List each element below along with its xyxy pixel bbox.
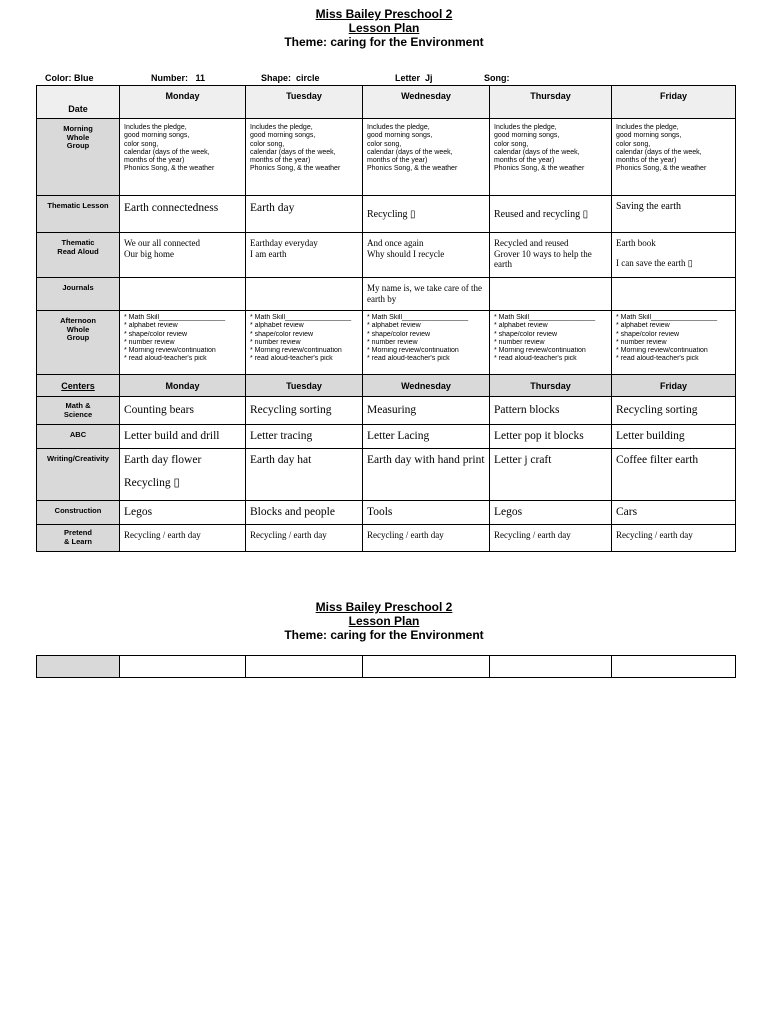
- day-header: Thursday: [490, 375, 612, 397]
- afternoon-line: * shape/color review: [124, 330, 188, 338]
- afternoon-line: * read aloud-teacher's pick: [494, 355, 577, 363]
- thematic-lesson-row: [37, 196, 736, 233]
- day-header: Wednesday: [363, 86, 490, 119]
- afternoon-line: * Morning review/continuation: [494, 347, 586, 355]
- read-aloud-cell: [120, 233, 246, 278]
- page2-cell: [612, 656, 736, 678]
- row-label-thematic-lesson: Thematic Lesson: [37, 196, 120, 233]
- center-cell: Letter j craft: [490, 449, 612, 501]
- day-header: Tuesday: [246, 86, 363, 119]
- date-row: [37, 86, 736, 119]
- afternoon-line: * number review: [616, 338, 667, 346]
- morning-cell: Includes the pledge, good morning songs, color song, calendar (days of the week, months of the year) Phonics Song, & the weather: [612, 119, 736, 196]
- center-cell: Letter building: [612, 425, 736, 449]
- day-header: Monday: [120, 86, 246, 119]
- center-cell: Legos: [120, 501, 246, 525]
- journals-cell: My name is, we take care of the earth by: [363, 278, 490, 311]
- plan-title: Lesson Plan: [348, 21, 420, 35]
- center-row-math-science: [37, 397, 736, 425]
- thematic-lesson-cell: Earth day: [246, 196, 363, 233]
- row-label-morning: Morning Whole Group: [37, 119, 120, 196]
- read-aloud-cell: [612, 233, 736, 278]
- center-cell: Legos: [490, 501, 612, 525]
- center-cell-line: Earth day flower: [124, 454, 202, 466]
- day-header: Monday: [120, 375, 246, 397]
- theme-title: Theme: caring for the Environment: [284, 628, 484, 642]
- journals-cell: [246, 278, 363, 311]
- page2-cell: [490, 656, 612, 678]
- page2-header: [0, 600, 768, 642]
- morning-cell: Includes the pledge, good morning songs, color song, calendar (days of the week, months of the year) Phonics Song, & the weather: [490, 119, 612, 196]
- afternoon-row: [37, 311, 736, 375]
- center-cell: Pattern blocks: [490, 397, 612, 425]
- center-row-construction: [37, 501, 736, 525]
- afternoon-line: * shape/color review: [250, 330, 314, 338]
- morning-row: [37, 119, 736, 196]
- afternoon-line: * shape/color review: [494, 330, 558, 338]
- read-aloud-line: Grover 10 ways to help the earth: [494, 248, 592, 269]
- theme-title: Theme: caring for the Environment: [284, 35, 484, 49]
- read-aloud-line: Why should I recycle: [367, 248, 445, 259]
- center-cell: Letter tracing: [246, 425, 363, 449]
- afternoon-cell: [363, 311, 490, 375]
- center-cell: Recycling sorting: [246, 397, 363, 425]
- journals-cell: [612, 278, 736, 311]
- read-aloud-row: [37, 233, 736, 278]
- thematic-lesson-cell: Reused and recycling ▯: [490, 196, 612, 233]
- afternoon-line: * Math Skill_________________: [124, 314, 226, 321]
- center-cell: Blocks and people: [246, 501, 363, 525]
- center-cell: Letter pop it blocks: [490, 425, 612, 449]
- centers-header-row: [37, 375, 736, 397]
- read-aloud-line: I can save the earth ▯: [616, 257, 693, 268]
- afternoon-line: * Morning review/continuation: [124, 347, 216, 355]
- center-cell: Recycling / earth day: [246, 525, 363, 552]
- afternoon-line: * read aloud-teacher's pick: [250, 355, 333, 363]
- lesson-plan-table: [36, 85, 736, 552]
- center-cell: Recycling sorting: [612, 397, 736, 425]
- afternoon-line: * Math Skill_________________: [616, 314, 718, 321]
- center-cell: Recycling / earth day: [612, 525, 736, 552]
- afternoon-line: * number review: [367, 338, 418, 346]
- read-aloud-line: Earth book: [616, 238, 656, 248]
- center-cell-line: Recycling ▯: [124, 477, 180, 489]
- center-cell: Counting bears: [120, 397, 246, 425]
- center-cell: Earth day with hand print: [363, 449, 490, 501]
- journals-cell: [490, 278, 612, 311]
- day-header: Wednesday: [363, 375, 490, 397]
- page-header: [0, 7, 768, 49]
- afternoon-line: * number review: [124, 338, 175, 346]
- plan-title: Lesson Plan: [348, 614, 420, 628]
- read-aloud-cell: [246, 233, 363, 278]
- page2-table: [36, 655, 736, 678]
- afternoon-cell: [490, 311, 612, 375]
- afternoon-line: * alphabet review: [494, 322, 548, 330]
- page2-cell: [363, 656, 490, 678]
- center-cell: Letter build and drill: [120, 425, 246, 449]
- school-name: Miss Bailey Preschool 2: [315, 7, 453, 21]
- read-aloud-line: And once again: [367, 238, 424, 248]
- afternoon-line: * Morning review/continuation: [616, 347, 708, 355]
- afternoon-line: * read aloud-teacher's pick: [616, 355, 699, 363]
- morning-cell: Includes the pledge, good morning songs, color song, calendar (days of the week, months of the year) Phonics Song, & the weather: [363, 119, 490, 196]
- center-row-writing: [37, 449, 736, 501]
- afternoon-line: * Math Skill_________________: [494, 314, 596, 321]
- afternoon-line: * read aloud-teacher's pick: [367, 355, 450, 363]
- read-aloud-cell: [490, 233, 612, 278]
- page2-label-cell: [37, 656, 120, 678]
- morning-cell: Includes the pledge, good morning songs, color song, calendar (days of the week, months of the year) Phonics Song, & the weather: [246, 119, 363, 196]
- afternoon-line: * shape/color review: [616, 330, 680, 338]
- school-name: Miss Bailey Preschool 2: [315, 600, 453, 614]
- row-label-construction: Construction: [37, 501, 120, 525]
- meta-shape: Shape: circle: [261, 73, 320, 83]
- day-header: Friday: [612, 375, 736, 397]
- journals-cell: [120, 278, 246, 311]
- afternoon-line: * Morning review/continuation: [367, 347, 459, 355]
- meta-number: Number: 11: [151, 73, 206, 83]
- afternoon-line: * alphabet review: [124, 322, 178, 330]
- read-aloud-line: We our all connected: [124, 238, 200, 248]
- center-cell: Recycling / earth day: [120, 525, 246, 552]
- day-header: Tuesday: [246, 375, 363, 397]
- afternoon-line: * Math Skill_________________: [250, 314, 352, 321]
- afternoon-line: * alphabet review: [616, 322, 670, 330]
- meta-color: Color: Blue: [45, 73, 94, 83]
- read-aloud-line: Recycled and reused: [494, 238, 569, 248]
- afternoon-cell: [120, 311, 246, 375]
- day-header: Friday: [612, 86, 736, 119]
- centers-header-text: Centers: [61, 380, 95, 391]
- row-label-math-science: Math & Science: [37, 397, 120, 425]
- center-cell: Letter Lacing: [363, 425, 490, 449]
- read-aloud-cell: [363, 233, 490, 278]
- afternoon-line: * Morning review/continuation: [250, 347, 342, 355]
- centers-label: [37, 375, 120, 397]
- page2-cell: [120, 656, 246, 678]
- read-aloud-line: Earthday everyday: [250, 238, 318, 248]
- row-label-writing: Writing/Creativity: [37, 449, 120, 501]
- meta-song: Song:: [484, 73, 510, 83]
- center-cell: Recycling / earth day: [490, 525, 612, 552]
- afternoon-line: * number review: [250, 338, 301, 346]
- journals-row: [37, 278, 736, 311]
- row-label-read-aloud: Thematic Read Aloud: [37, 233, 120, 278]
- afternoon-line: * Math Skill_________________: [367, 314, 469, 321]
- afternoon-cell: [612, 311, 736, 375]
- day-header: Thursday: [490, 86, 612, 119]
- row-label-pretend: Pretend & Learn: [37, 525, 120, 552]
- read-aloud-line: Our big home: [124, 248, 174, 259]
- center-cell: Cars: [612, 501, 736, 525]
- thematic-lesson-cell: Earth connectedness: [120, 196, 246, 233]
- morning-cell: Includes the pledge, good morning songs, color song, calendar (days of the week, months of the year) Phonics Song, & the weather: [120, 119, 246, 196]
- meta-letter: Letter Jj: [395, 73, 433, 83]
- center-cell: Recycling / earth day: [363, 525, 490, 552]
- afternoon-line: * shape/color review: [367, 330, 431, 338]
- read-aloud-line: I am earth: [250, 248, 287, 259]
- center-cell: Measuring: [363, 397, 490, 425]
- center-cell: Tools: [363, 501, 490, 525]
- center-row-pretend: [37, 525, 736, 552]
- center-cell: [120, 449, 246, 501]
- center-cell: Coffee filter earth: [612, 449, 736, 501]
- row-label-abc: ABC: [37, 425, 120, 449]
- afternoon-line: * read aloud-teacher's pick: [124, 355, 207, 363]
- afternoon-line: * alphabet review: [367, 322, 421, 330]
- row-label-afternoon: Afternoon Whole Group: [37, 311, 120, 375]
- center-row-abc: [37, 425, 736, 449]
- center-cell: Earth day hat: [246, 449, 363, 501]
- afternoon-cell: [246, 311, 363, 375]
- date-label: Date: [37, 86, 120, 119]
- thematic-lesson-cell: Saving the earth: [612, 196, 736, 233]
- page2-cell: [246, 656, 363, 678]
- page2-row: [37, 656, 736, 678]
- thematic-lesson-cell: Recycling ▯: [363, 196, 490, 233]
- row-label-journals: Journals: [37, 278, 120, 311]
- afternoon-line: * alphabet review: [250, 322, 304, 330]
- afternoon-line: * number review: [494, 338, 545, 346]
